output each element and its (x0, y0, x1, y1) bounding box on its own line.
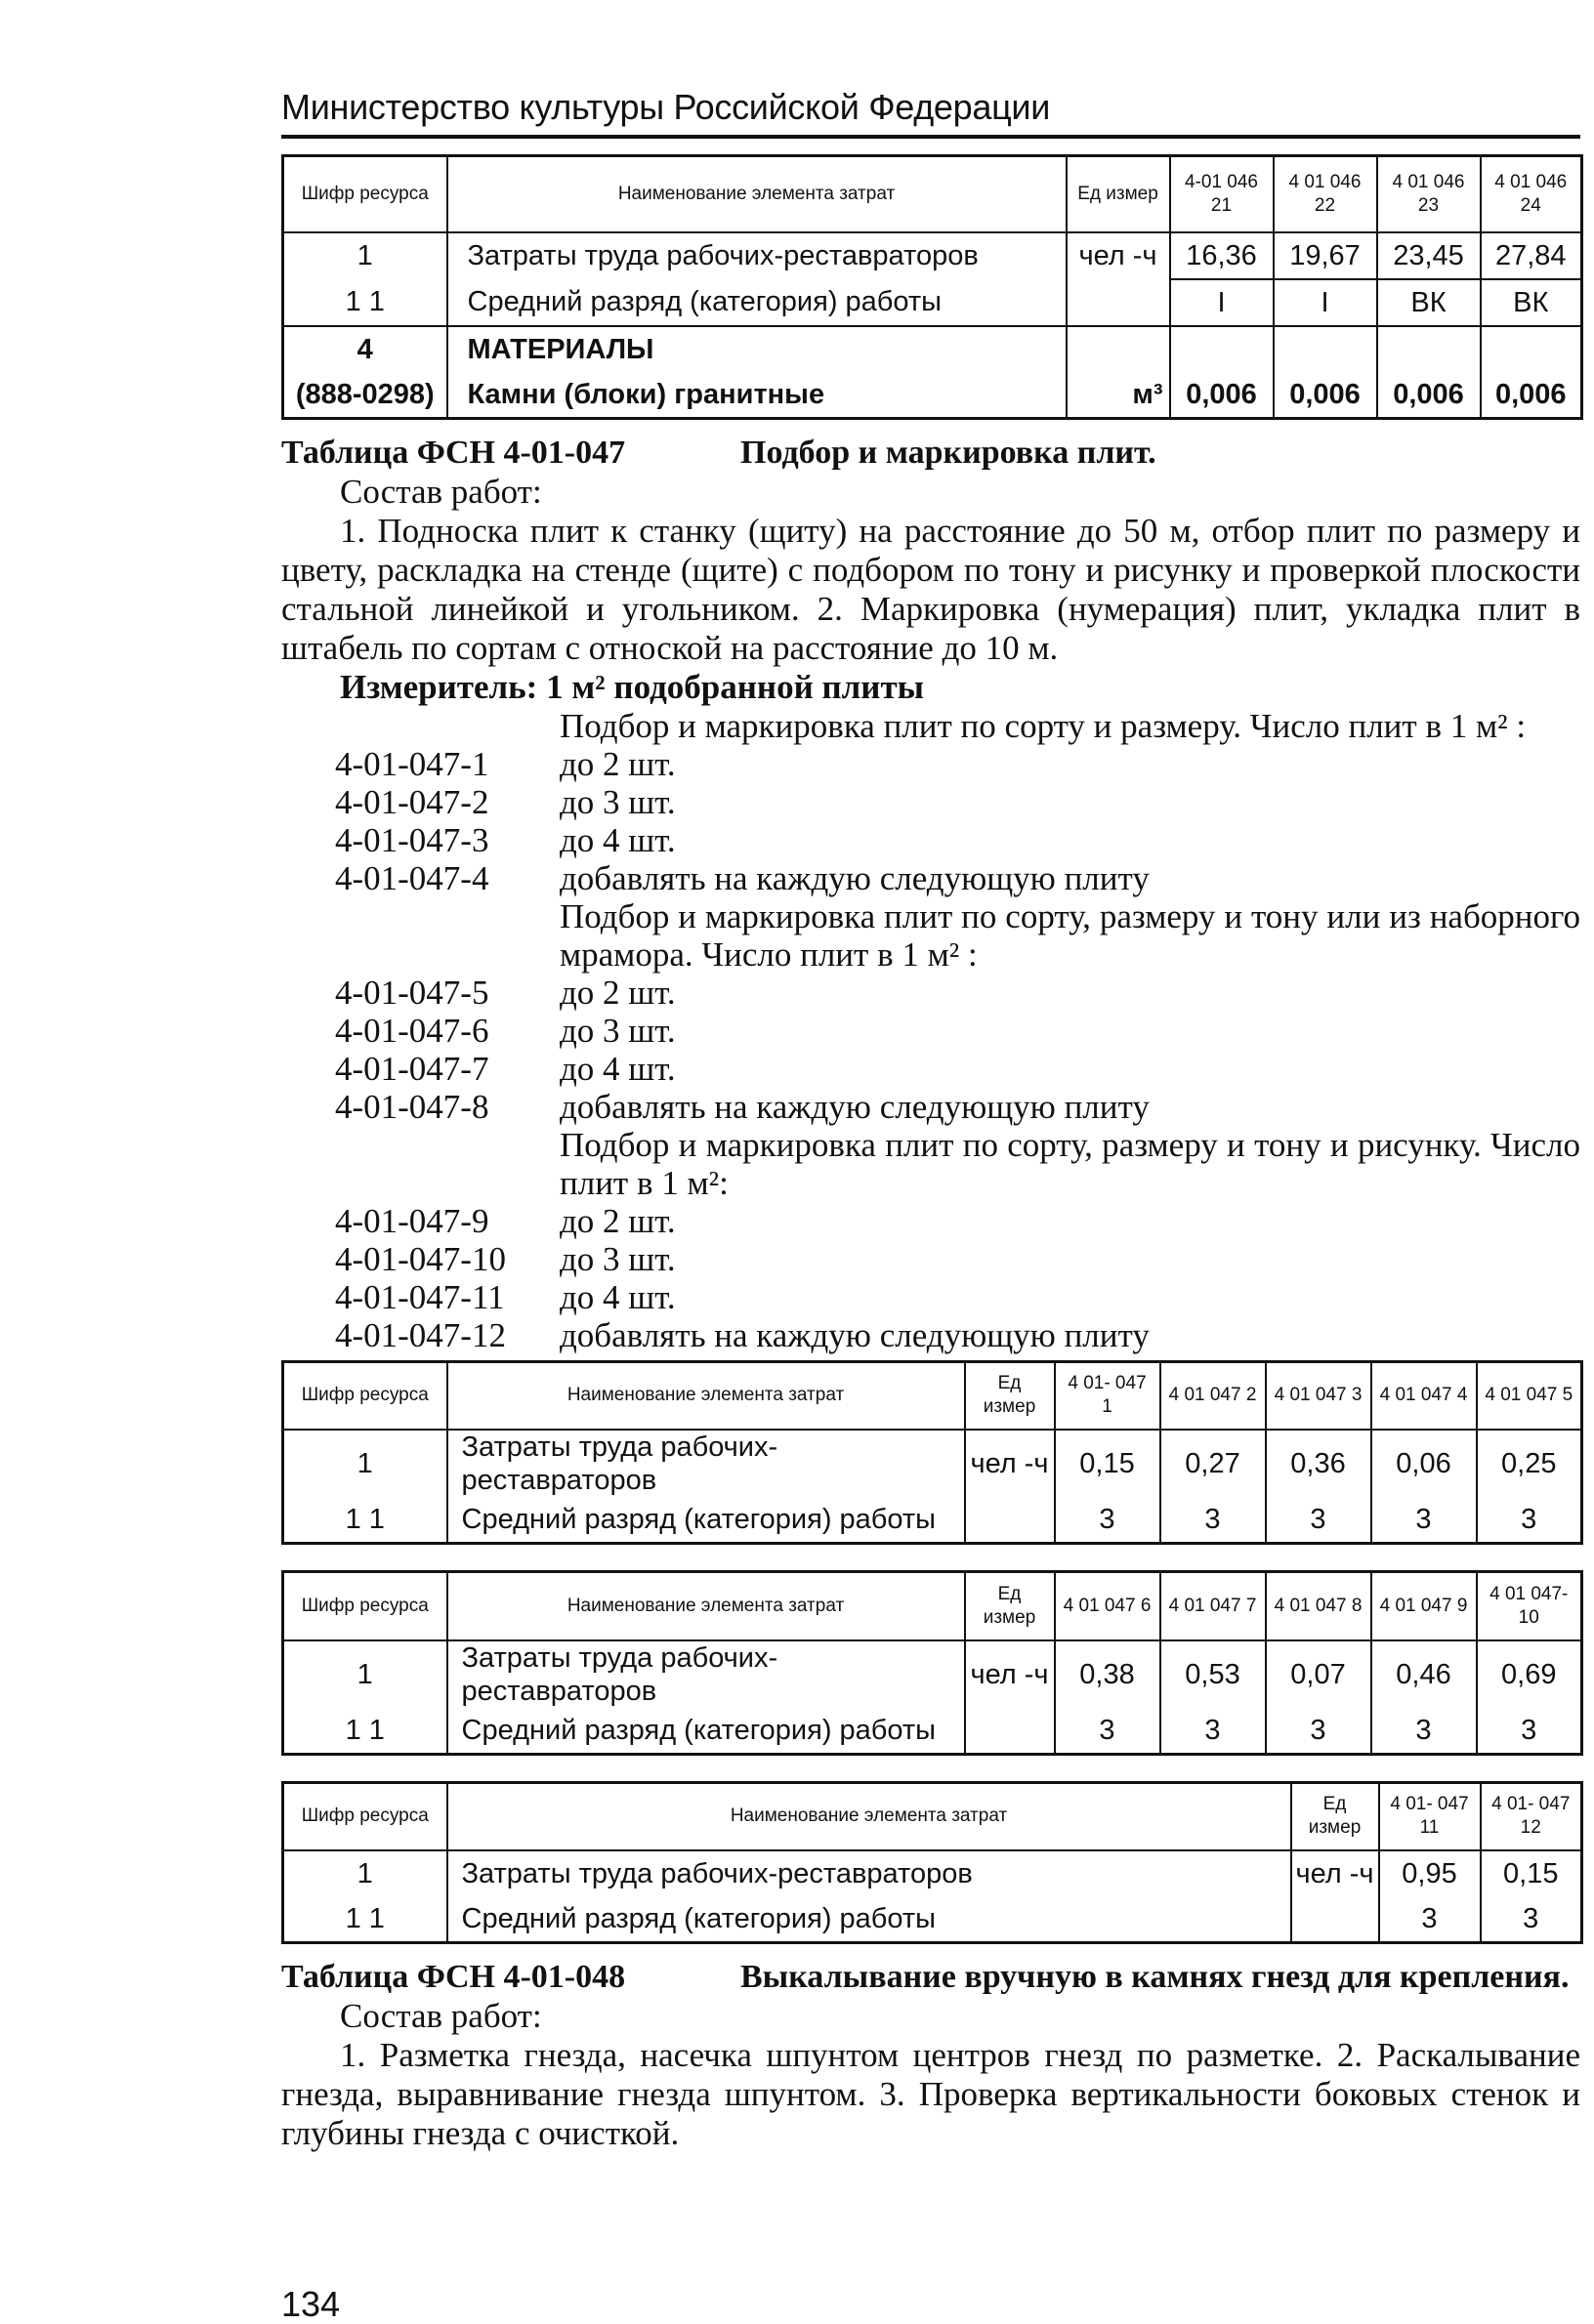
resource-code: 4 (283, 326, 447, 372)
cost-element-name: Средний разряд (категория) работы (447, 1896, 1291, 1943)
item-code: 4-01-047-9 (335, 1201, 489, 1240)
col-code-header: Шифр ресурса (283, 156, 447, 232)
table-title-047 (281, 434, 1580, 473)
cost-element-name: Затраты труда рабочих-реставраторов (447, 1850, 1291, 1896)
cost-element-name: Затраты труда рабочих-реставраторов (447, 1640, 965, 1708)
composition-text: 1. Разметка гнезда, насечка шпунтом центров гнезд по разметке. 2. Раскалывание гнезда, выравнивание гнезда шпунтом. 3. Проверка вертикальности боковых стенок и глубины гнезда с очисткой. (281, 2036, 1580, 2152)
value-cell: 3 (1371, 1708, 1477, 1755)
cost-element-name: Средний разряд (категория) работы (447, 279, 1067, 326)
list-item (281, 1088, 1580, 1126)
table-row (283, 372, 1582, 419)
value-cell: 0,46 (1371, 1640, 1477, 1708)
resource-code: 1 1 (283, 1896, 447, 1943)
value-cell: 0,25 (1477, 1430, 1582, 1497)
item-code: 4-01-047-8 (335, 1087, 489, 1126)
col-value-header: 4 01- 047 12 (1481, 1782, 1582, 1850)
document-page (281, 86, 1580, 2153)
col-value-header: 4 01 047-10 (1477, 1572, 1582, 1640)
col-name-header: Наименование элемента затрат (447, 156, 1067, 232)
list-item (281, 821, 1580, 859)
value-cell: 0,15 (1055, 1430, 1160, 1497)
table-header-row (283, 1361, 1582, 1430)
item-text: добавлять на каждую следующую плиту (560, 1087, 1150, 1126)
unit (965, 1497, 1055, 1544)
table-row-materials-header (283, 326, 1582, 372)
table-code: Таблица ФСН 4-01-048 (281, 1959, 626, 1995)
value-cell (1274, 326, 1377, 372)
list-item (281, 1278, 1580, 1316)
unit: чел -ч (965, 1430, 1055, 1497)
value-cell: 3 (1477, 1708, 1582, 1755)
col-code-header: Шифр ресурса (283, 1361, 447, 1430)
value-cell: I (1274, 279, 1377, 326)
list-item (281, 859, 1580, 897)
col-value-header: 4 01 047 7 (1160, 1572, 1266, 1640)
col-value-header: 4 01 047 3 (1266, 1361, 1371, 1430)
item-code: 4-01-047-11 (335, 1277, 505, 1316)
item-text: добавлять на каждую следующую плиту (560, 858, 1150, 897)
resource-code: 1 1 (283, 1497, 447, 1544)
unit (1067, 326, 1170, 372)
table-row (283, 232, 1582, 279)
materials-heading: МАТЕРИАЛЫ (447, 326, 1067, 372)
item-code: 4-01-047-5 (335, 973, 489, 1012)
col-unit-header: Ед измер (965, 1361, 1055, 1430)
item-code: 4-01-047-12 (335, 1315, 506, 1354)
col-value-header: 4 01 047 4 (1371, 1361, 1477, 1430)
value-cell: 0,07 (1266, 1640, 1371, 1708)
composition-text: 1. Подноска плит к станку (щиту) на расстояние до 50 м, отбор плит по размеру и цвету, раскладка на стенде (щите) с подбором по тону и рисунку и проверкой плоскости стальной линейкой и угольником. 2. Маркировка (нумерация) плит, укладка плит в штабель по сортам с отноской на расстояние до 10 м. (281, 511, 1580, 667)
group-heading: Подбор и маркировка плит по сорту, размеру и тону и рисунку. Число плит в 1 м²: (560, 1125, 1580, 1202)
meter-line: Измеритель: 1 м² подобранной плиты (340, 667, 924, 706)
unit (1291, 1896, 1379, 1943)
col-code-header: Шифр ресурса (283, 1782, 447, 1850)
col-unit-header: Ед измер (1067, 156, 1170, 232)
work-items-list (281, 707, 1580, 1354)
value-cell: 3 (1481, 1896, 1582, 1943)
col-value-header: 4 01 047 2 (1160, 1361, 1266, 1430)
value-cell: 0,53 (1160, 1640, 1266, 1708)
value-cell: 3 (1266, 1708, 1371, 1755)
value-cell: 3 (1055, 1708, 1160, 1755)
value-cell: 0,006 (1274, 372, 1377, 419)
value-cell: 23,45 (1377, 232, 1481, 279)
value-cell: 0,006 (1377, 372, 1481, 419)
table-header-row (283, 1782, 1582, 1850)
table-047-a (281, 1360, 1583, 1546)
value-cell (1481, 326, 1582, 372)
value-cell (1170, 326, 1274, 372)
group-heading: Подбор и маркировка плит по сорту, размеру и тону или из наборного мрамора. Число плит в 1 м² : (560, 896, 1580, 974)
value-cell: 3 (1160, 1708, 1266, 1755)
col-value-header: 4 01 046 22 (1274, 156, 1377, 232)
value-cell: ВК (1377, 279, 1481, 326)
spacer (281, 1545, 1580, 1570)
col-unit-header: Ед измер (1291, 1782, 1379, 1850)
table-row (283, 1497, 1582, 1544)
col-value-header: 4 01 046 23 (1377, 156, 1481, 232)
col-name-header: Наименование элемента затрат (447, 1361, 965, 1430)
page-number: 134 (281, 2284, 341, 2324)
col-value-header: 4 01 047 8 (1266, 1572, 1371, 1640)
value-cell: 3 (1477, 1497, 1582, 1544)
table-title-048 (281, 1958, 1580, 1997)
composition-label: Состав работ: (340, 1997, 542, 2035)
table-row (283, 1850, 1582, 1896)
table-row (283, 279, 1582, 326)
item-text: до 2 шт. (560, 973, 676, 1012)
item-code: 4-01-047-7 (335, 1049, 489, 1088)
item-text: до 4 шт. (560, 820, 676, 859)
table-row (283, 1430, 1582, 1497)
col-code-header: Шифр ресурса (283, 1572, 447, 1640)
item-text: до 3 шт. (560, 782, 676, 821)
resource-code: 1 1 (283, 1708, 447, 1755)
item-code: 4-01-047-2 (335, 782, 489, 821)
running-header: Министерство культуры Российской Федерации (281, 87, 1051, 127)
col-value-header: 4 01 047 9 (1371, 1572, 1477, 1640)
resource-code: 1 (283, 1850, 447, 1896)
value-cell: 0,69 (1477, 1640, 1582, 1708)
col-value-header: 4 01- 047 11 (1379, 1782, 1481, 1850)
col-value-header: 4-01 046 21 (1170, 156, 1274, 232)
unit: чел -ч (1291, 1850, 1379, 1896)
unit: м³ (1067, 372, 1170, 419)
unit (1067, 279, 1170, 326)
value-cell: 0,006 (1481, 372, 1582, 419)
value-cell: 3 (1379, 1896, 1481, 1943)
col-unit-header: Ед измер (965, 1572, 1055, 1640)
list-item (281, 745, 1580, 783)
table-title: Выкалывание вручную в камнях гнезд для крепления. (740, 1959, 1570, 1995)
table-code: Таблица ФСН 4-01-047 (281, 434, 626, 471)
value-cell: 0,38 (1055, 1640, 1160, 1708)
item-code: 4-01-047-10 (335, 1239, 506, 1278)
value-cell: 19,67 (1274, 232, 1377, 279)
item-code: 4-01-047-4 (335, 858, 489, 897)
col-value-header: 4 01 047 5 (1477, 1361, 1582, 1430)
item-code: 4-01-047-3 (335, 820, 489, 859)
value-cell: 0,95 (1379, 1850, 1481, 1896)
cost-element-name: Средний разряд (категория) работы (447, 1497, 965, 1544)
col-value-header: 4 01 046 24 (1481, 156, 1582, 232)
value-cell: 0,006 (1170, 372, 1274, 419)
table-047-c (281, 1781, 1583, 1945)
value-cell: 0,06 (1371, 1430, 1477, 1497)
cost-element-name: Камни (блоки) гранитные (447, 372, 1067, 419)
group-heading: Подбор и маркировка плит по сорту и размеру. Число плит в 1 м² : (560, 706, 1527, 745)
resource-code: 1 (283, 1430, 447, 1497)
list-item (281, 1202, 1580, 1240)
table-row (283, 1896, 1582, 1943)
table-row (283, 1640, 1582, 1708)
value-cell: 16,36 (1170, 232, 1274, 279)
col-name-header: Наименование элемента затрат (447, 1572, 965, 1640)
item-code: 4-01-047-6 (335, 1011, 489, 1050)
unit (965, 1708, 1055, 1755)
value-cell: I (1170, 279, 1274, 326)
item-text: до 3 шт. (560, 1239, 676, 1278)
cost-element-name: Средний разряд (категория) работы (447, 1708, 965, 1755)
list-item (281, 974, 1580, 1012)
cost-element-name: Затраты труда рабочих-реставраторов (447, 1430, 965, 1497)
table-row (283, 1708, 1582, 1755)
list-item (281, 1012, 1580, 1050)
composition-label: Состав работ: (340, 472, 542, 511)
value-cell: 3 (1055, 1497, 1160, 1544)
value-cell: ВК (1481, 279, 1582, 326)
col-name-header: Наименование элемента затрат (447, 1782, 1291, 1850)
unit: чел -ч (1067, 232, 1170, 279)
item-text: добавлять на каждую следующую плиту (560, 1315, 1150, 1354)
table-046 (281, 154, 1583, 420)
item-text: до 2 шт. (560, 744, 676, 783)
spacer (281, 1756, 1580, 1781)
value-cell: 3 (1160, 1497, 1266, 1544)
table-header-row (283, 156, 1582, 232)
resource-code: 1 (283, 1640, 447, 1708)
list-item (281, 1050, 1580, 1088)
item-text: до 4 шт. (560, 1277, 676, 1316)
resource-code: 1 (283, 232, 447, 279)
value-cell: 0,27 (1160, 1430, 1266, 1497)
value-cell: 0,15 (1481, 1850, 1582, 1896)
resource-code: (888-0298) (283, 372, 447, 419)
table-header-row (283, 1572, 1582, 1640)
cost-element-name: Затраты труда рабочих-реставраторов (447, 232, 1067, 279)
value-cell: 27,84 (1481, 232, 1582, 279)
list-item (281, 1316, 1580, 1354)
value-cell: 0,36 (1266, 1430, 1371, 1497)
col-value-header: 4 01 047 6 (1055, 1572, 1160, 1640)
item-text: до 2 шт. (560, 1201, 676, 1240)
item-text: до 4 шт. (560, 1049, 676, 1088)
item-code: 4-01-047-1 (335, 744, 489, 783)
col-value-header: 4 01- 047 1 (1055, 1361, 1160, 1430)
list-item (281, 783, 1580, 821)
value-cell (1377, 326, 1481, 372)
table-title: Подбор и маркировка плит. (740, 434, 1156, 471)
value-cell: 3 (1266, 1497, 1371, 1544)
unit: чел -ч (965, 1640, 1055, 1708)
header-rule (281, 135, 1580, 139)
item-text: до 3 шт. (560, 1011, 676, 1050)
value-cell: 3 (1371, 1497, 1477, 1544)
list-item (281, 1240, 1580, 1278)
resource-code: 1 1 (283, 279, 447, 326)
table-047-b (281, 1570, 1583, 1756)
